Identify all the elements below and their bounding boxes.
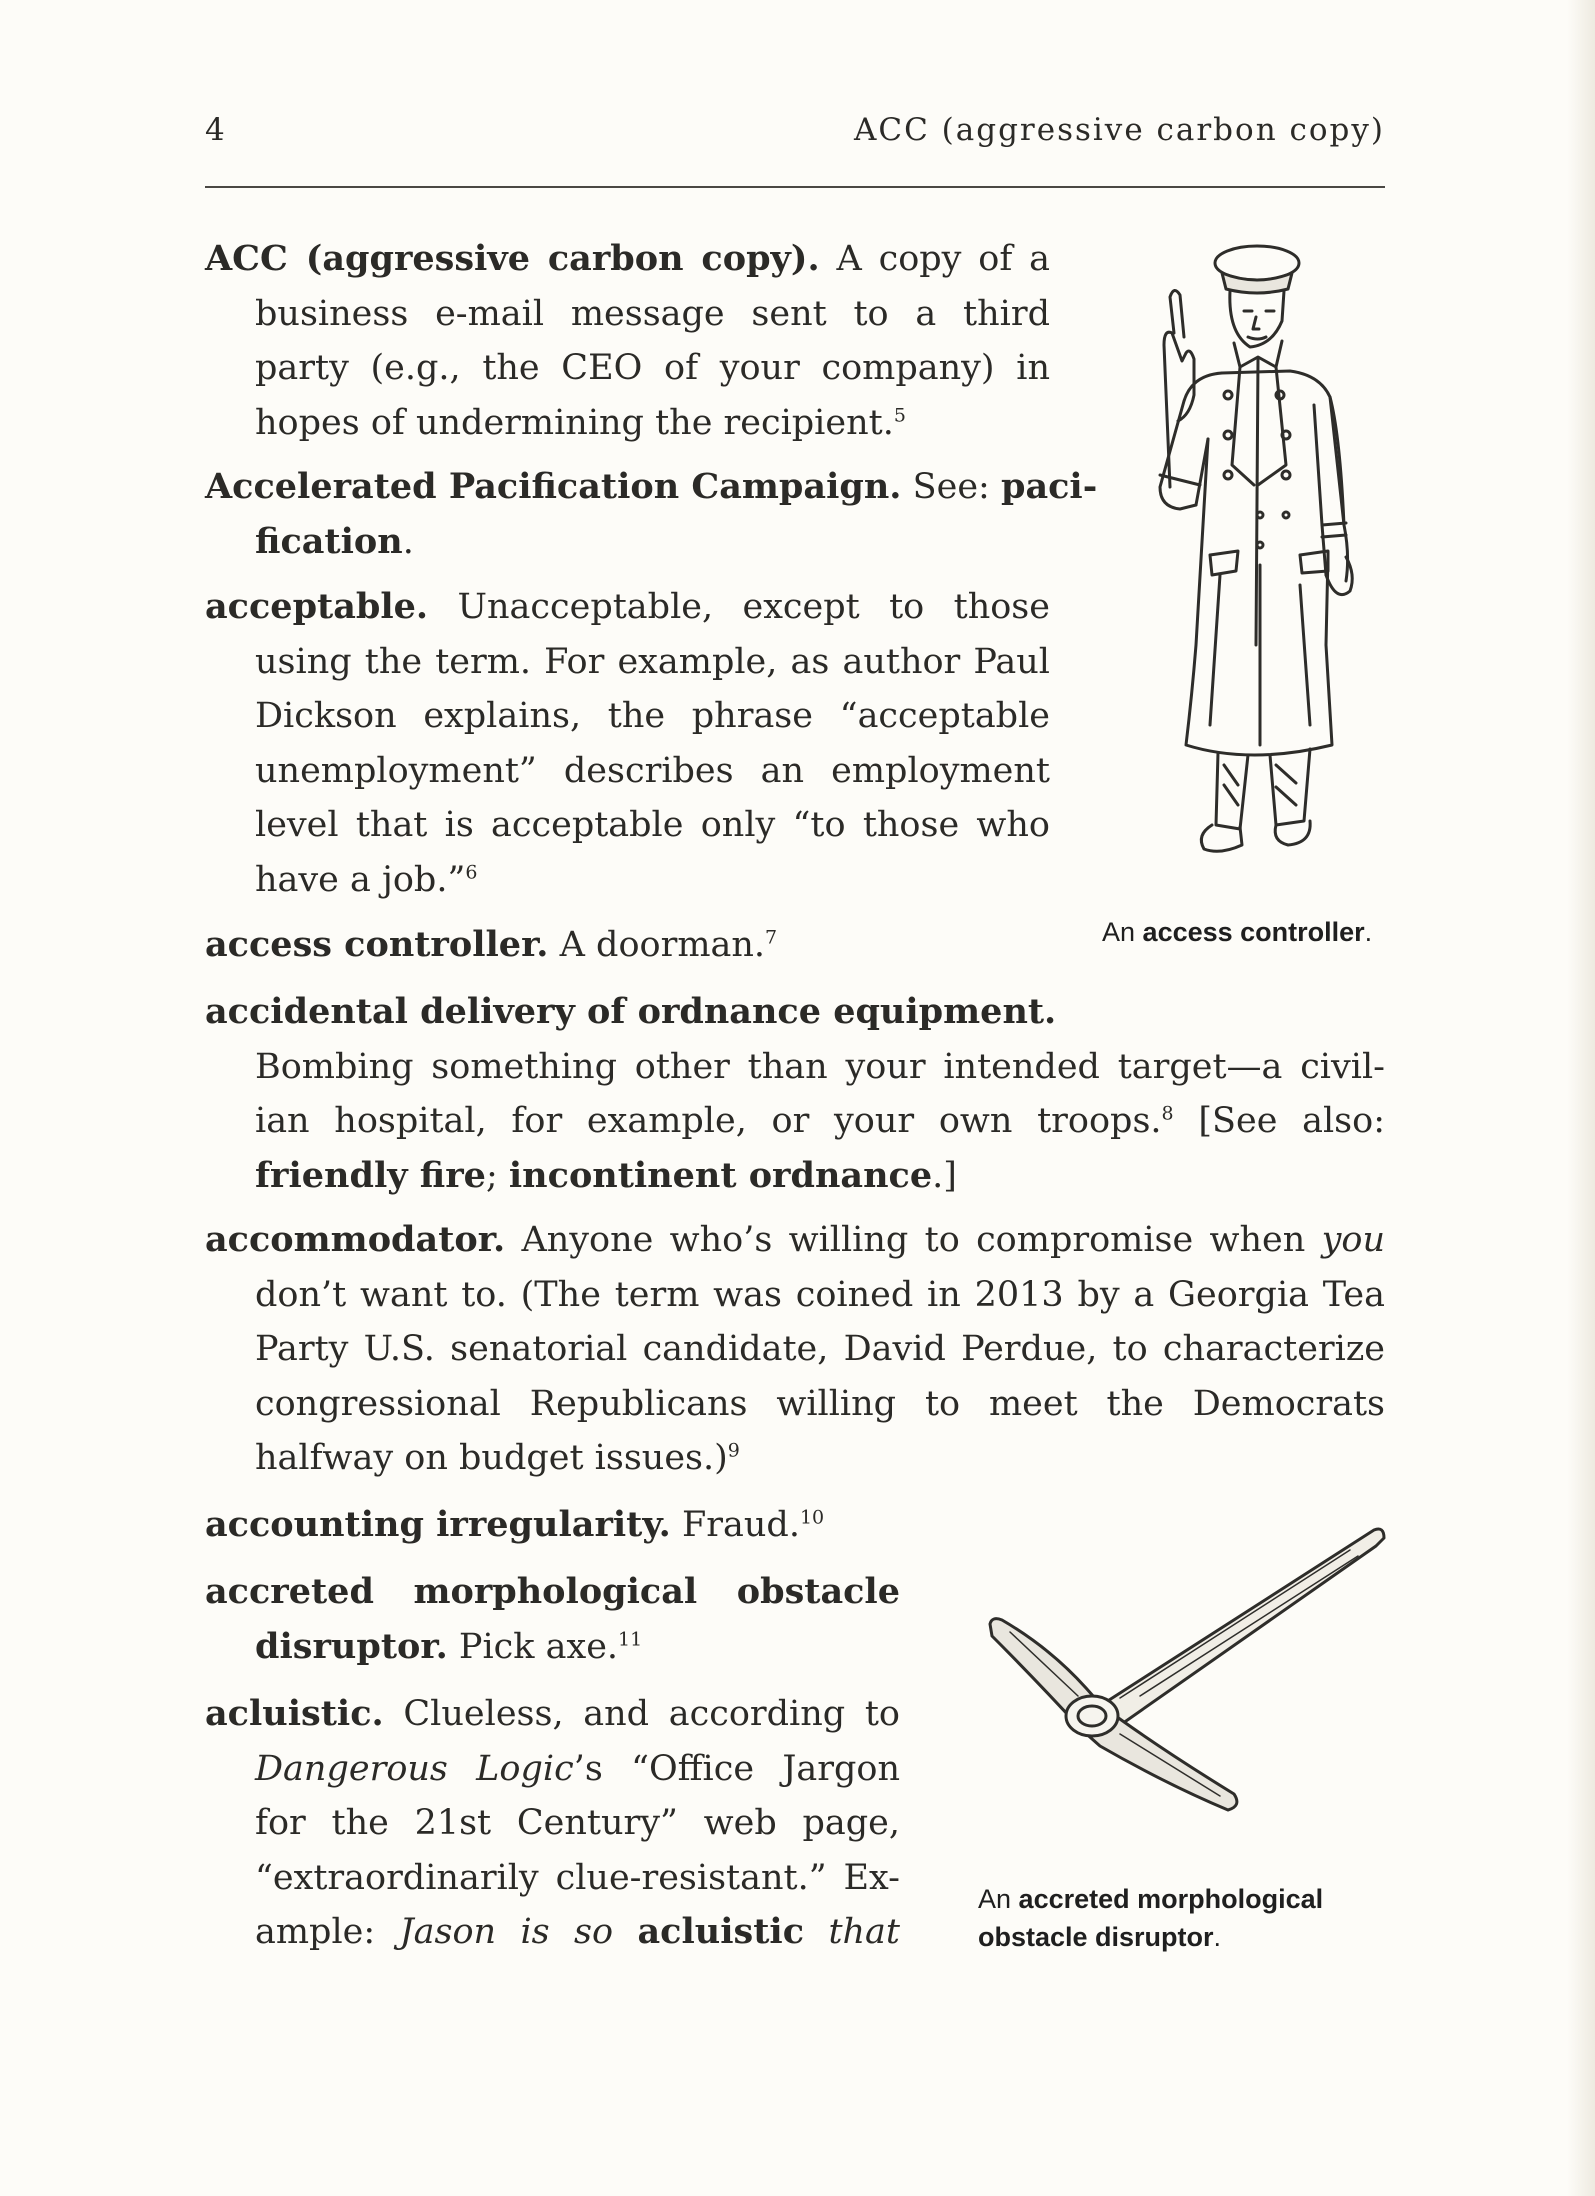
footnote-ref: 7 [765,926,778,949]
entry-accounting-irregularity: accounting irregularity. Fraud.$^{10}$ [205,1504,825,1545]
footnote-ref: 8 [1161,1102,1174,1125]
footnote-ref: 9 [727,1439,740,1462]
running-head [205,112,1385,156]
entry-term: acceptable. [205,586,429,627]
entry-acluistic: acluistic. Clueless, and according to Dangerous Logic’s “Office Jargon for the 21st Century” web page, “extraordinarily clue-resistant.” Ex- ample: Jason is so acluistic that [205,1693,900,1952]
entry-acceptable: acceptable. Unacceptable, except to those using the term. For example, as author Paul Dickson explains, the phrase “acceptable unemployment” describes an employment level that is acceptable only “to those who have a job.”$^6$ [205,586,1050,900]
entry-term: ACC (aggressive carbon copy). [205,238,820,279]
entry-term: accreted morphological obstacle [205,1571,900,1612]
entry-term: accommodator. [205,1219,506,1260]
entry-term: acluistic. [205,1693,384,1734]
figure-caption: An access controller. [1102,917,1373,947]
doorman-illustration [1100,225,1400,875]
figure-accreted-morphological [970,1520,1390,1960]
entry-accidental-delivery: accidental delivery of ordnance equipment. Bombing something other than your intended target—a civil- ian hospital, for example, or your own troops.$^8$ [See also: friendly fire; incontinent ordnance.] [205,991,1385,1196]
cross-reference: incontinent ordnance [508,1154,933,1196]
pickaxe-illustration [970,1520,1390,1840]
footnote-ref: 10 [799,1506,825,1529]
cross-reference: friendly fire [255,1154,486,1196]
entry-term: access controller. [205,924,549,965]
footnote-ref: 5 [893,403,906,426]
figure-access-controller [1100,225,1400,985]
footnote-ref: 11 [618,1627,643,1650]
cross-reference: fication [255,520,403,562]
page-edge-shadow [1567,0,1595,2196]
cross-reference: paci- [1000,466,1098,507]
page-number: 4 [205,112,226,148]
entry-access-controller: access controller. A doorman.$^7$ [205,924,778,965]
running-title: ACC (aggressive carbon copy) [853,112,1385,148]
entry-term: Accelerated Pacification Campaign. [205,466,902,507]
entry-accommodator: accommodator. Anyone who’s willing to compromise when you don’t want to. (The term was coined in 2013 by a Georgia Tea Party U.S. senatorial candidate, David Perdue, to characterize congressional Republicans willing to meet the Democrats halfway on budget issues.)$^9$ [205,1219,1385,1478]
entry-term: accidental delivery of ordnance equipment. [205,991,1057,1032]
header-rule [205,186,1385,188]
entry-acc: ACC (aggressive carbon copy). A copy of a business e-mail message sent to a third party (e.g., the CEO of your company) in hopes of undermining the recipient.$^5$ [205,238,1050,443]
footnote-ref: 6 [465,860,478,883]
entry-accelerated-pacification: Accelerated Pacification Campaign. See: paci- fication. [205,466,1098,562]
figure-caption: An accreted morphological obstacle disruptor. [978,1884,1324,1952]
entry-accreted-morphological: accreted morphological obstacle disruptor. Pick axe.$^{11}$ [205,1571,900,1667]
entry-term: accounting irregularity. [205,1504,671,1545]
